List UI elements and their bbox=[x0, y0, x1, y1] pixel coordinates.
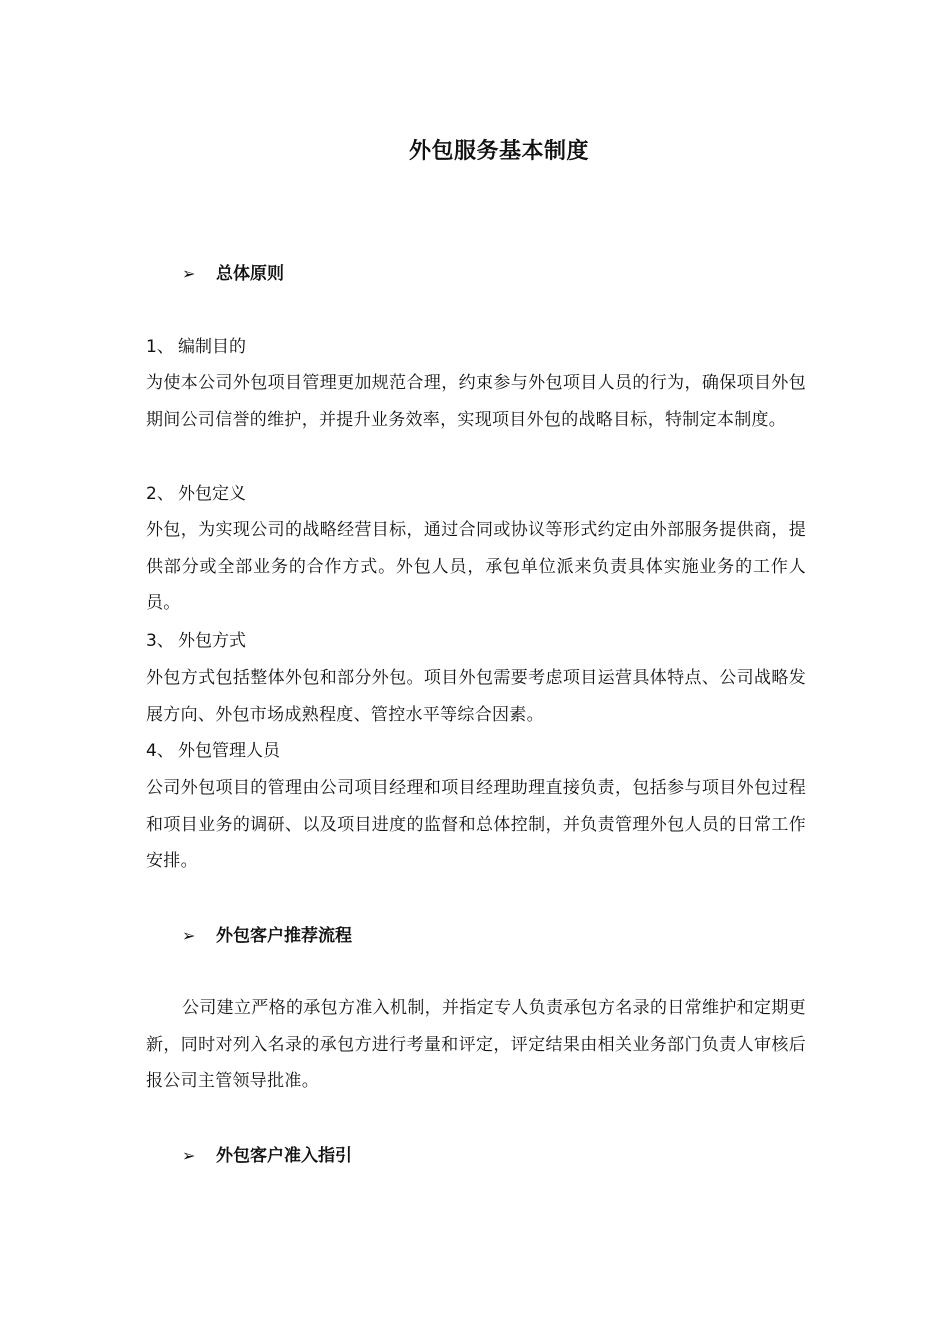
item-heading-methods bbox=[146, 628, 246, 654]
section-heading-text: 外包客户准入指引 bbox=[216, 1146, 352, 1166]
item-body-purpose: 为使本公司外包项目管理更加规范合理，约束参与外包项目人员的行为，确保项目外包期间公司信誉的维护，并提升业务效率，实现项目外包的战略目标，特制定本制度。 bbox=[146, 373, 806, 430]
section-heading-recommendation-process bbox=[182, 923, 352, 949]
arrowhead-bullet-icon: ➢ bbox=[182, 926, 196, 945]
document-title: 外包服务基本制度 bbox=[408, 139, 589, 164]
item-heading-managers bbox=[146, 738, 280, 764]
arrowhead-bullet-icon: ➢ bbox=[182, 1146, 196, 1165]
item-number: 1、 bbox=[146, 337, 174, 357]
item-heading-definition bbox=[146, 481, 246, 507]
item-title: 外包定义 bbox=[178, 484, 246, 504]
arrowhead-bullet-icon: ➢ bbox=[182, 264, 196, 283]
item-body-definition: 外包，为实现公司的战略经营目标，通过合同或协议等形式约定由外部服务提供商，提供部分或全部业务的合作方式。外包人员，承包单位派来负责具体实施业务的工作人员。 bbox=[146, 520, 806, 614]
section-heading-general-principles bbox=[182, 261, 284, 287]
item-body-methods: 外包方式包括整体外包和部分外包。项目外包需要考虑项目运营具体特点、公司战略发展方向、外包市场成熟程度、管控水平等综合因素。 bbox=[146, 668, 806, 725]
item-title: 编制目的 bbox=[178, 337, 246, 357]
item-title: 外包方式 bbox=[178, 631, 246, 651]
item-title: 外包管理人员 bbox=[178, 741, 280, 761]
item-body-managers: 公司外包项目的管理由公司项目经理和项目经理助理直接负责，包括参与项目外包过程和项目业务的调研、以及项目进度的监督和总体控制，并负责管理外包人员的日常工作安排。 bbox=[146, 778, 806, 872]
section-heading-text: 外包客户推荐流程 bbox=[216, 926, 352, 946]
item-number: 4、 bbox=[146, 741, 174, 761]
section-heading-admission-guide bbox=[182, 1143, 352, 1169]
item-number: 3、 bbox=[146, 631, 174, 651]
item-heading-purpose bbox=[146, 334, 246, 360]
section-body-recommendation-process: 公司建立严格的承包方准入机制，并指定专人负责承包方名录的日常维护和定期更新，同时对列入名录的承包方进行考量和评定，评定结果由相关业务部门负责人审核后报公司主管领导批准。 bbox=[146, 998, 806, 1092]
section-heading-text: 总体原则 bbox=[216, 264, 284, 284]
item-number: 2、 bbox=[146, 484, 174, 504]
